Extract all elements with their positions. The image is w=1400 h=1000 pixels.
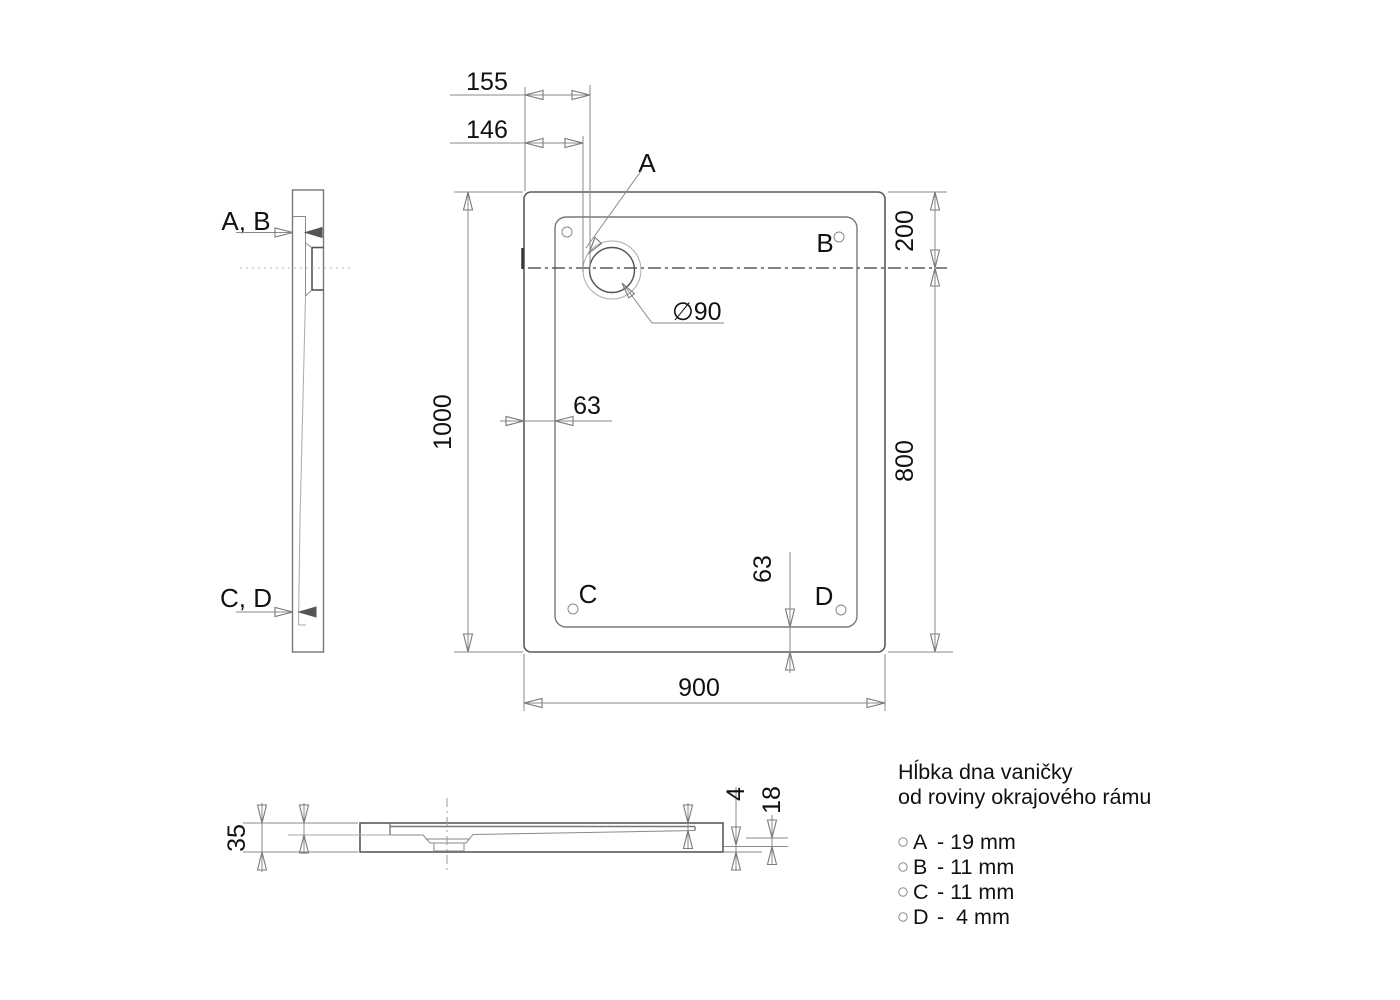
legend-letter: A	[913, 830, 928, 854]
section-view	[360, 798, 723, 874]
legend-title-line1: Hĺbka dna vaničky	[898, 760, 1073, 784]
dim-900	[524, 654, 885, 711]
callout-a	[586, 148, 656, 253]
side-callout-cd	[220, 583, 316, 617]
side-pocket-chamfer-bottom	[306, 290, 313, 296]
dim-63-left	[500, 392, 612, 426]
point-label-c: C	[578, 579, 598, 609]
legend-title-line2: od roviny okrajového rámu	[898, 785, 1152, 809]
section-drain-pocket	[423, 835, 473, 852]
side-floor-slope	[299, 296, 306, 625]
bullet-circle-icon	[899, 888, 907, 896]
side-outer-edge	[293, 190, 324, 652]
legend-value: - 11 mm	[937, 880, 1015, 904]
dim-value: 900	[678, 674, 720, 702]
side-label-ab: A, B	[221, 206, 271, 236]
dim-146	[450, 116, 583, 272]
dim-value: 18	[758, 786, 786, 814]
dim-value: 155	[466, 68, 508, 96]
bullet-circle-icon	[899, 863, 907, 871]
side-label-cd: C, D	[220, 583, 272, 613]
measure-point-d	[836, 605, 846, 615]
drain-diameter-label: ∅90	[672, 298, 722, 326]
measure-point-b	[834, 232, 844, 242]
drain-outer-circle	[583, 241, 641, 299]
dim-63-bottom	[749, 552, 795, 673]
dim-value: 63	[573, 392, 601, 420]
dim-arrow-filled	[306, 228, 323, 238]
legend-item-c	[899, 880, 1014, 904]
dim-arrow-filled	[299, 607, 316, 617]
tray-floor-edge	[555, 217, 857, 627]
dim-155	[450, 68, 590, 272]
section-outline	[360, 823, 723, 852]
side-pocket-chamfer-top	[306, 243, 313, 248]
legend-item-d	[899, 905, 1010, 929]
point-label-b: B	[816, 228, 834, 258]
legend-value: - 11 mm	[937, 855, 1015, 879]
legend	[898, 759, 1151, 929]
bullet-circle-icon	[899, 838, 907, 846]
dim-35	[223, 803, 390, 872]
floor-line	[473, 831, 695, 835]
legend-letter: D	[913, 905, 929, 929]
legend-value: - 4 mm	[937, 905, 1010, 929]
legend-letter: B	[913, 855, 928, 879]
dim-value: 4	[722, 787, 750, 801]
dim-4-18	[684, 786, 789, 871]
point-label-d: D	[814, 581, 834, 611]
dim-value: 146	[466, 116, 508, 144]
dim-value: 35	[223, 824, 251, 852]
side-view	[220, 190, 352, 652]
dim-value: 800	[891, 440, 919, 482]
drain-hole	[590, 248, 635, 293]
callout-drain-diameter	[622, 283, 724, 326]
legend-letter: C	[913, 880, 929, 904]
side-callout-ab	[221, 206, 322, 238]
legend-value: - 19 mm	[937, 830, 1016, 854]
dim-value: 200	[891, 210, 919, 252]
dim-200-800	[888, 192, 953, 652]
bullet-circle-icon	[899, 913, 907, 921]
dim-value: 63	[749, 555, 777, 583]
measure-point-a	[562, 227, 572, 237]
point-label-a: A	[638, 148, 656, 178]
leader-line	[586, 171, 641, 248]
dim-1000	[429, 192, 523, 652]
legend-item-a	[899, 830, 1016, 854]
dim-value: 1000	[429, 394, 457, 450]
legend-item-b	[899, 855, 1014, 879]
measure-point-c	[568, 604, 578, 614]
